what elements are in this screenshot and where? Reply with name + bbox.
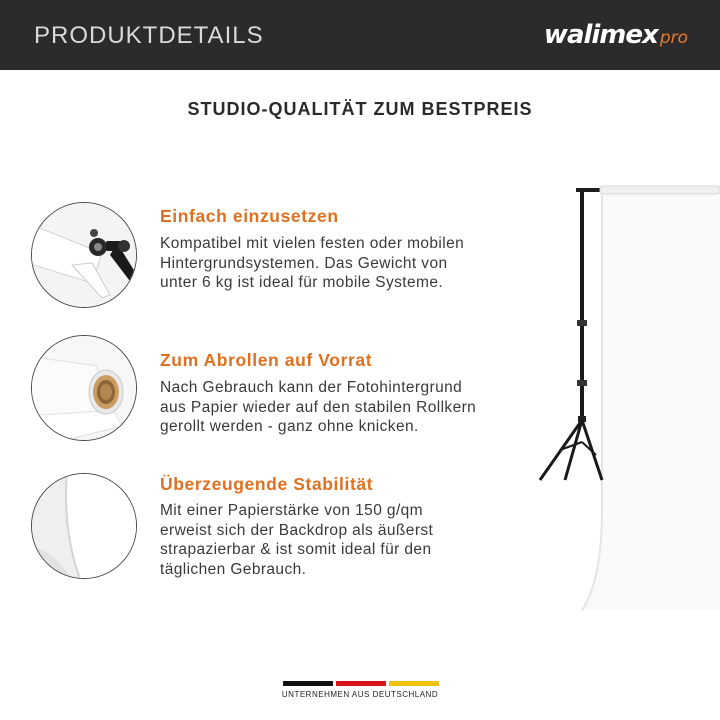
backdrop-mount-icon xyxy=(32,203,137,308)
feature-image-paper xyxy=(31,473,137,579)
flag-stripe-gold xyxy=(389,681,439,686)
feature-text-2-line: aus Papier wieder auf den stabilen Rollkern xyxy=(160,398,477,416)
feature-title-3: Überzeugende Stabilität xyxy=(160,474,374,494)
feature-text-3-line: erweist sich der Backdrop als äußerst xyxy=(160,521,434,539)
feature-text-3-line: Mit einer Papierstärke von 150 g/qm xyxy=(160,502,423,519)
feature-image-mount xyxy=(31,202,137,308)
paper-sheet-icon xyxy=(32,474,137,579)
header-bar xyxy=(0,0,720,70)
feature-text-1 xyxy=(160,234,520,293)
feature-image-roll xyxy=(31,335,137,441)
flag-stripe-black xyxy=(283,681,333,686)
paper-roll-icon xyxy=(32,336,137,441)
logo-main-text: walimex xyxy=(543,20,658,50)
feature-text-3 xyxy=(160,501,520,579)
headline: STUDIO-QUALITÄT ZUM BESTPREIS xyxy=(187,99,533,119)
feature-text-2 xyxy=(160,378,520,437)
page-title: PRODUKTDETAILS xyxy=(34,22,264,49)
made-in-germany-label: UNTERNEHMEN AUS DEUTSCHLAND xyxy=(281,690,439,699)
backdrop-stand-illustration xyxy=(520,180,720,610)
feature-text-3-line: strapazierbar & ist somit ideal für den xyxy=(160,541,432,558)
feature-text-2-line: gerollt werden - ganz ohne knicken. xyxy=(160,418,419,435)
feature-title-2: Zum Abrollen auf Vorrat xyxy=(160,350,373,370)
feature-text-1-line: unter 6 kg ist ideal für mobile Systeme. xyxy=(160,274,444,291)
flag-stripe-red xyxy=(336,681,386,686)
logo-pro-text: pro xyxy=(659,28,688,48)
feature-title-1: Einfach einzusetzen xyxy=(160,206,339,226)
backdrop-stand-icon xyxy=(520,180,720,610)
feature-text-1-line: Kompatibel mit vielen festen oder mobilen xyxy=(160,235,465,252)
feature-text-3-line: täglichen Gebrauch. xyxy=(160,560,307,578)
feature-text-2-line: Nach Gebrauch kann der Fotohintergrund xyxy=(160,379,463,396)
feature-text-1-line: Hintergrundsystemen. Das Gewicht von xyxy=(160,254,448,272)
brand-logo xyxy=(544,20,688,50)
